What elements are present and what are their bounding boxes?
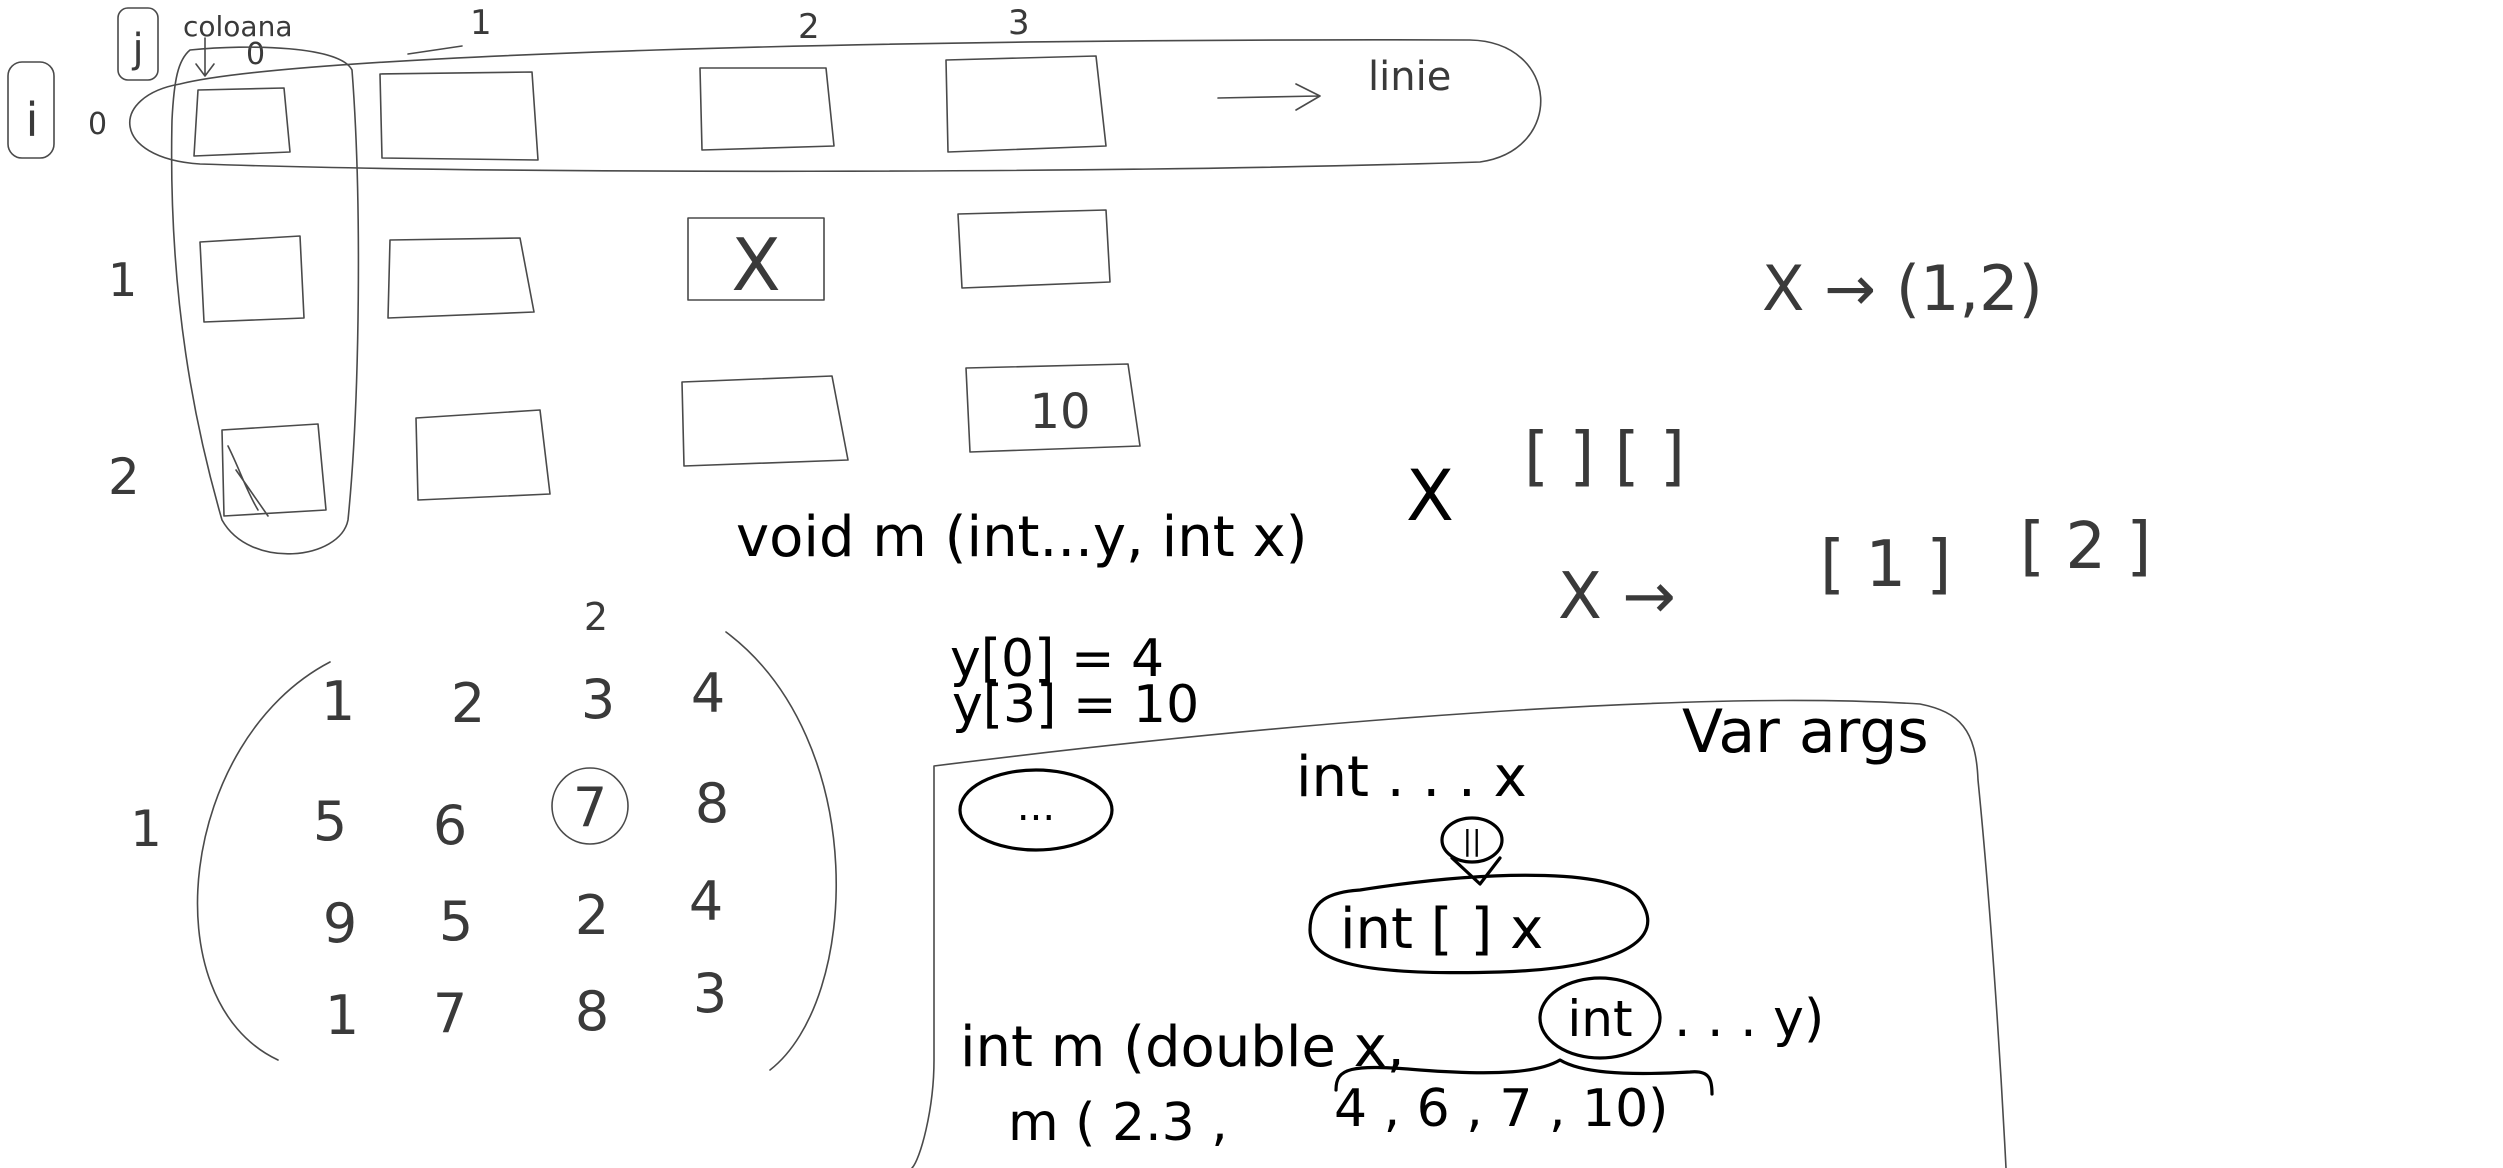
linie-arrow xyxy=(1218,84,1320,110)
col-header-1-tick xyxy=(408,46,462,54)
int-m-signature: int m (double x, xyxy=(960,1015,1405,1080)
row-header-1: 1 xyxy=(108,253,138,307)
dots-y: . . . y) xyxy=(1674,989,1825,1049)
array-assignments xyxy=(950,629,1199,735)
col-header-1: 1 xyxy=(470,3,492,43)
matrix-r2c0: 9 xyxy=(322,892,358,955)
cell-2-0 xyxy=(222,424,326,516)
col-zero: 0 xyxy=(246,37,266,72)
matrix-row-label: 1 xyxy=(130,800,162,858)
assignment-y3: y[3] = 10 xyxy=(952,675,1200,735)
matrix-r3c3: 3 xyxy=(692,962,728,1025)
cell-0-0 xyxy=(194,88,290,156)
void-signature-text: void m (int...y, int x) xyxy=(736,505,1308,570)
linie-label: linie xyxy=(1368,54,1452,100)
col-header-2: 2 xyxy=(798,7,820,47)
matrix-r1c2: 7 xyxy=(572,776,608,839)
assignment-y0: y[0] = 4 xyxy=(950,629,1165,689)
matrix-r3c2: 8 xyxy=(574,980,610,1043)
i-label: i xyxy=(25,93,39,147)
cell-2-1 xyxy=(416,410,550,500)
matrix-r2c3: 4 xyxy=(688,870,724,933)
x-index-note: X → xyxy=(1558,560,1676,634)
matrix-r3c1: 7 xyxy=(432,982,468,1045)
cell-2-2 xyxy=(682,376,848,466)
x-coordinate-note: X → (1,2) xyxy=(1762,252,2043,325)
col-header-3: 3 xyxy=(1008,3,1030,43)
matrix-r1c0: 5 xyxy=(312,790,348,853)
coloana-arrow xyxy=(196,38,214,76)
int-dots-x: int . . . x xyxy=(1296,745,1527,810)
cell-0-3 xyxy=(946,56,1106,152)
matrix-r0c0: 1 xyxy=(320,670,356,733)
cell-1-0 xyxy=(200,236,304,322)
cell-0-1 xyxy=(380,72,538,160)
ellipsis-text: ... xyxy=(1016,784,1056,830)
varargs-title: Var args xyxy=(1682,697,1929,767)
equivalence-mark: || xyxy=(1462,824,1482,857)
matrix-r2c2: 2 xyxy=(574,884,610,947)
matrix-left-paren xyxy=(197,662,330,1060)
matrix-r1c1: 6 xyxy=(432,794,468,857)
cell-1-1 xyxy=(388,238,534,318)
cell-0-2 xyxy=(700,68,834,150)
int-array-x: int [ ] x xyxy=(1340,897,1544,962)
index-2-note: [ 2 ] xyxy=(2020,510,2152,584)
matrix-r1c3: 8 xyxy=(694,772,730,835)
index-1-note: [ 1 ] xyxy=(1820,528,1952,602)
matrix-diagram xyxy=(130,595,836,1070)
void-signature-strike: X xyxy=(1406,455,1454,537)
matrix-r0c3: 4 xyxy=(690,662,726,725)
cell-2-0-scribble xyxy=(228,446,268,516)
void-signature xyxy=(736,455,1454,570)
call-args: 4 , 6 , 7 , 10) xyxy=(1334,1079,1669,1139)
varargs-panel xyxy=(912,697,2006,1168)
index-notes xyxy=(1524,252,2151,634)
matrix-r0c1: 2 xyxy=(450,672,486,735)
j-label: j xyxy=(132,26,144,72)
row-zero: 0 xyxy=(88,107,108,142)
matrix-r2c1: 5 xyxy=(438,890,474,953)
matrix-col-label: 2 xyxy=(583,595,609,639)
coloana-label: coloana xyxy=(183,10,293,43)
cell-1-3 xyxy=(958,210,1110,288)
cell-2-3-value: 10 xyxy=(1029,384,1091,440)
int-circled: int xyxy=(1567,990,1633,1048)
column-loop xyxy=(172,47,359,554)
matrix-r0c2: 3 xyxy=(580,668,616,731)
two-brackets-note: [ ] [ ] xyxy=(1524,420,1685,494)
matrix-r3c0: 1 xyxy=(324,984,360,1047)
call-m: m ( 2.3 , xyxy=(1008,1093,1228,1153)
cell-1-2-mark: X xyxy=(731,223,781,307)
matrix-right-paren xyxy=(726,632,836,1070)
row-header-2: 2 xyxy=(108,448,140,506)
array-diagram xyxy=(8,3,1541,554)
